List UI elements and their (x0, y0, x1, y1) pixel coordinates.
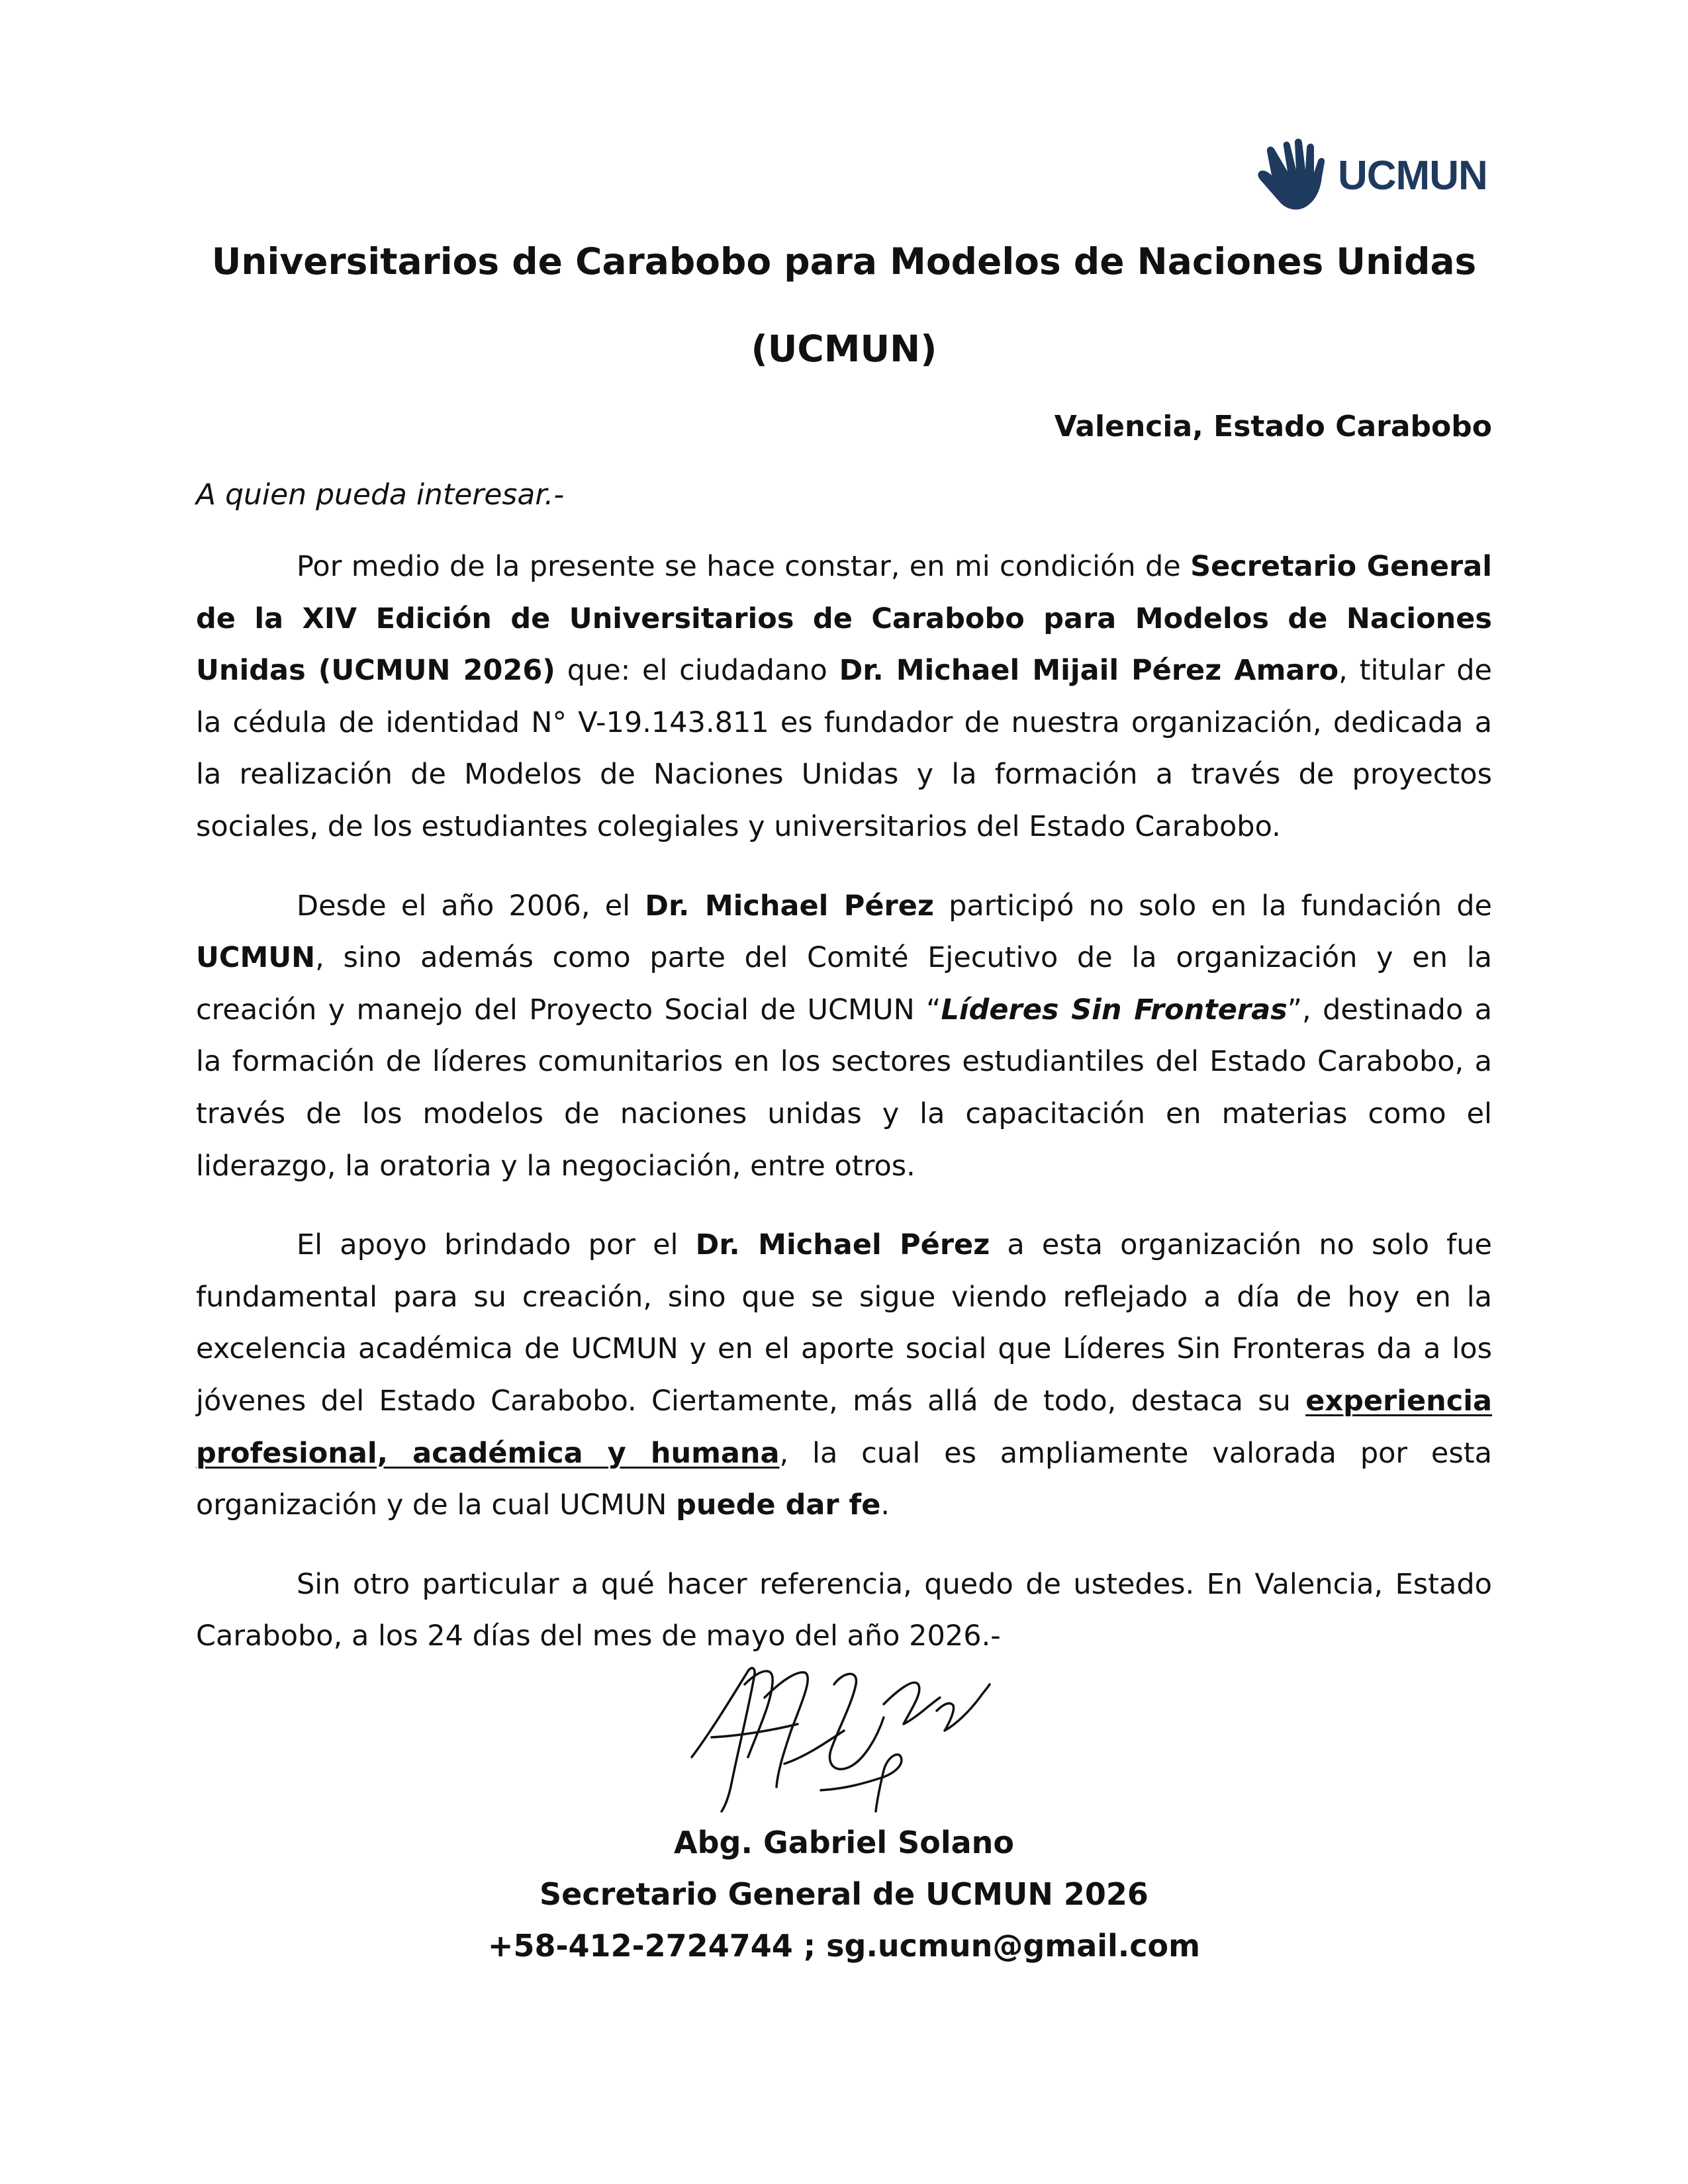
bold-italic-text: Líderes Sin Fronteras (941, 993, 1288, 1026)
paragraph-3 (196, 1219, 1492, 1531)
text-run: Por medio de la presente se hace constar, en mi condición de (297, 550, 1191, 583)
paragraph-1 (196, 541, 1492, 853)
paragraph-4 (196, 1559, 1492, 1662)
document-title: Universitarios de Carabobo para Modelos de Naciones Unidas (211, 240, 1477, 283)
ucmun-logo (1254, 136, 1493, 215)
logo-text: UCMUN (1338, 152, 1487, 199)
text-run: a esta organización no solo fue fundamental para su creación, sino que se sigue viendo reflejado a día de hoy en la excelencia académica de UCMUN y en el aporte social que Líderes Sin Fronteras da a los jóvenes del Estado Carabobo. Ciertamente, más allá de todo, destaca su (196, 1228, 1492, 1418)
place-line: Valencia, Estado Carabobo (1054, 410, 1492, 443)
text-run: Sin otro particular a qué hacer referencia, quedo de ustedes. En Valencia, Estado Carabobo, a los 24 días del mes de mayo del año 2026.- (196, 1567, 1492, 1653)
text-run: participó no solo en la fundación de (933, 889, 1492, 923)
bold-text: UCMUN (196, 941, 316, 975)
signatory-name: Abg. Gabriel Solano (674, 1825, 1014, 1860)
text-run: , sino además como parte del Comité Ejecutivo de la organización y en la creación y manejo del Proyecto Social de UCMUN “ (196, 941, 1492, 1026)
bold-text: Dr. Michael Pérez (645, 889, 934, 923)
text-run: que: el ciudadano (555, 654, 839, 688)
signatory-contact: +58-412-2724744 ; sg.ucmun@gmail.com (487, 1928, 1201, 1964)
bold-text: Secretario General de la XIV Edición de Universitarios de Carabobo para Modelos de Naciones Unidas (UCMUN 2026) (196, 550, 1492, 688)
text-run: Desde el año 2006, el (297, 889, 645, 923)
text-run: . (880, 1488, 890, 1522)
paragraph-2 (196, 880, 1492, 1193)
bold-text: puede dar fe (676, 1488, 881, 1522)
document-title-acronym: (UCMUN) (751, 328, 937, 370)
salutation: A quien pueda interesar.- (196, 478, 565, 512)
signatory-role: Secretario General de UCMUN 2026 (539, 1876, 1149, 1912)
handwritten-signature (685, 1658, 996, 1817)
text-run: , titular de la cédula de identidad N° V-19.143.811 es fundador de nuestra organización, dedicada a la realización de Modelos de Naciones Unidas y la formación a través de proyectos sociales, de los estudiantes colegiales y universitarios del Estado Carabobo. (196, 654, 1492, 843)
text-run: El apoyo brindado por el (297, 1228, 696, 1262)
text-run: ”, destinado a la formación de líderes comunitarios en los sectores estudiantiles del Estado Carabobo, a través de los modelos de naciones unidas y la capacitación en materias como el liderazgo, la oratoria y la negociación, entre otros. (196, 993, 1492, 1183)
signature-block (196, 1817, 1492, 1972)
hand-icon (1254, 136, 1333, 215)
bold-text: Dr. Michael Pérez (695, 1228, 990, 1262)
text-run: , la cual es ampliamente valorada por esta organización y de la cual UCMUN (196, 1436, 1492, 1522)
letter-body (196, 541, 1492, 1690)
bold-text: Dr. Michael Mijail Pérez Amaro (839, 654, 1339, 688)
underlined-bold-text: experiencia profesional, académica y humana (196, 1384, 1492, 1470)
